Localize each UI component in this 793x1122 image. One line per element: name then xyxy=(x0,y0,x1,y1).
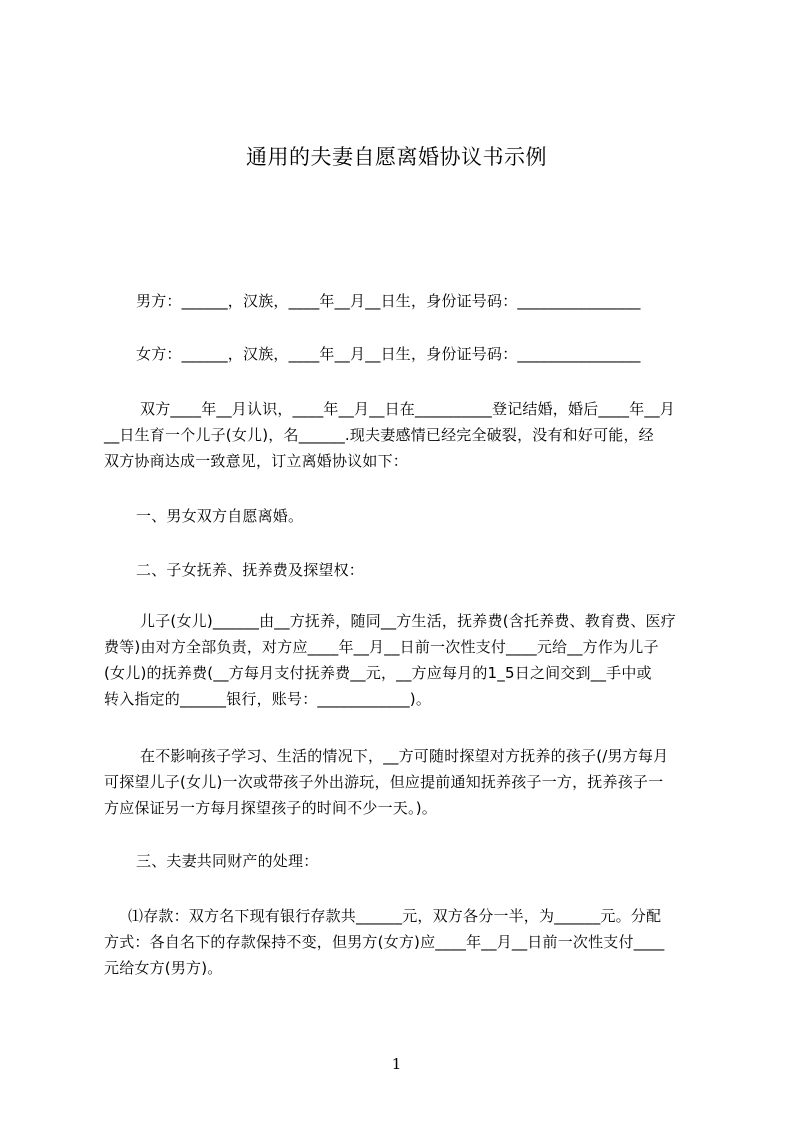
text-line: 女方：______，汉族，____年__月__日生，身份证号码：________________ xyxy=(136,345,641,363)
text-line: 双方____年__月认识，____年__月__日在__________登记结婚，婚后____年__月 xyxy=(140,400,676,418)
text-line: 三、夫妻共同财产的处理： xyxy=(136,852,319,870)
text-line: 双方协商达成一致意见，订立离婚协议如下： xyxy=(104,452,409,470)
text-line: __日生育一个儿子(女儿)，名______.现夫妻感情已经完全破裂，没有和好可能，经 xyxy=(104,426,654,444)
paragraph-marriage-background xyxy=(104,396,704,474)
text-line: 可探望儿子(女儿)一次或带孩子外出游玩，但应提前通知抚养孩子一方，抚养孩子一 xyxy=(104,773,664,791)
text-line: 方式：各自名下的存款保持不变，但男方(女方)应____年__月__日前一次性支付____ xyxy=(104,933,665,951)
paragraph-child-support xyxy=(104,608,704,712)
paragraph-deposits xyxy=(104,903,704,981)
section-heading-children xyxy=(104,557,704,583)
text-line: (女儿)的抚养费(__方每月支付抚养费__元，__方应每月的1_5日之间交到__手中或 xyxy=(104,664,652,682)
text-line: 元给女方(男方)。 xyxy=(104,959,223,977)
paragraph-wife-info xyxy=(104,341,704,367)
text-line: 费等)由对方全部负责，对方应____年__月__日前一次性支付____元给__方作为儿子 xyxy=(104,638,659,656)
section-heading-property xyxy=(104,848,704,874)
paragraph-husband-info xyxy=(104,288,704,314)
text-line: 在不影响孩子学习、生活的情况下，__方可随时探望对方抚养的孩子(/男方每月 xyxy=(140,747,669,765)
text-line: 方应保证另一方每月探望孩子的时间不少一天。)。 xyxy=(104,799,437,817)
page-number: 1 xyxy=(391,1055,402,1073)
text-line: 转入指定的______银行，账号：____________)。 xyxy=(104,690,432,708)
section-heading-divorce xyxy=(104,503,704,529)
paragraph-visitation xyxy=(104,743,704,821)
document-title: 通用的夫妻自愿离婚协议书示例 xyxy=(246,145,547,169)
text-line: ⑴存款：双方名下现有银行存款共______元，双方各分一半，为______元。分配 xyxy=(128,907,662,925)
text-line: 男方：______，汉族，____年__月__日生，身份证号码：________________ xyxy=(136,292,641,310)
text-line: 儿子(女儿)______由__方抚养，随同__方生活，抚养费(含托养费、教育费、医疗 xyxy=(140,612,676,630)
text-line: 二、子女抚养、抚养费及探望权： xyxy=(136,561,365,579)
text-line: 一、男女双方自愿离婚。 xyxy=(136,507,304,525)
